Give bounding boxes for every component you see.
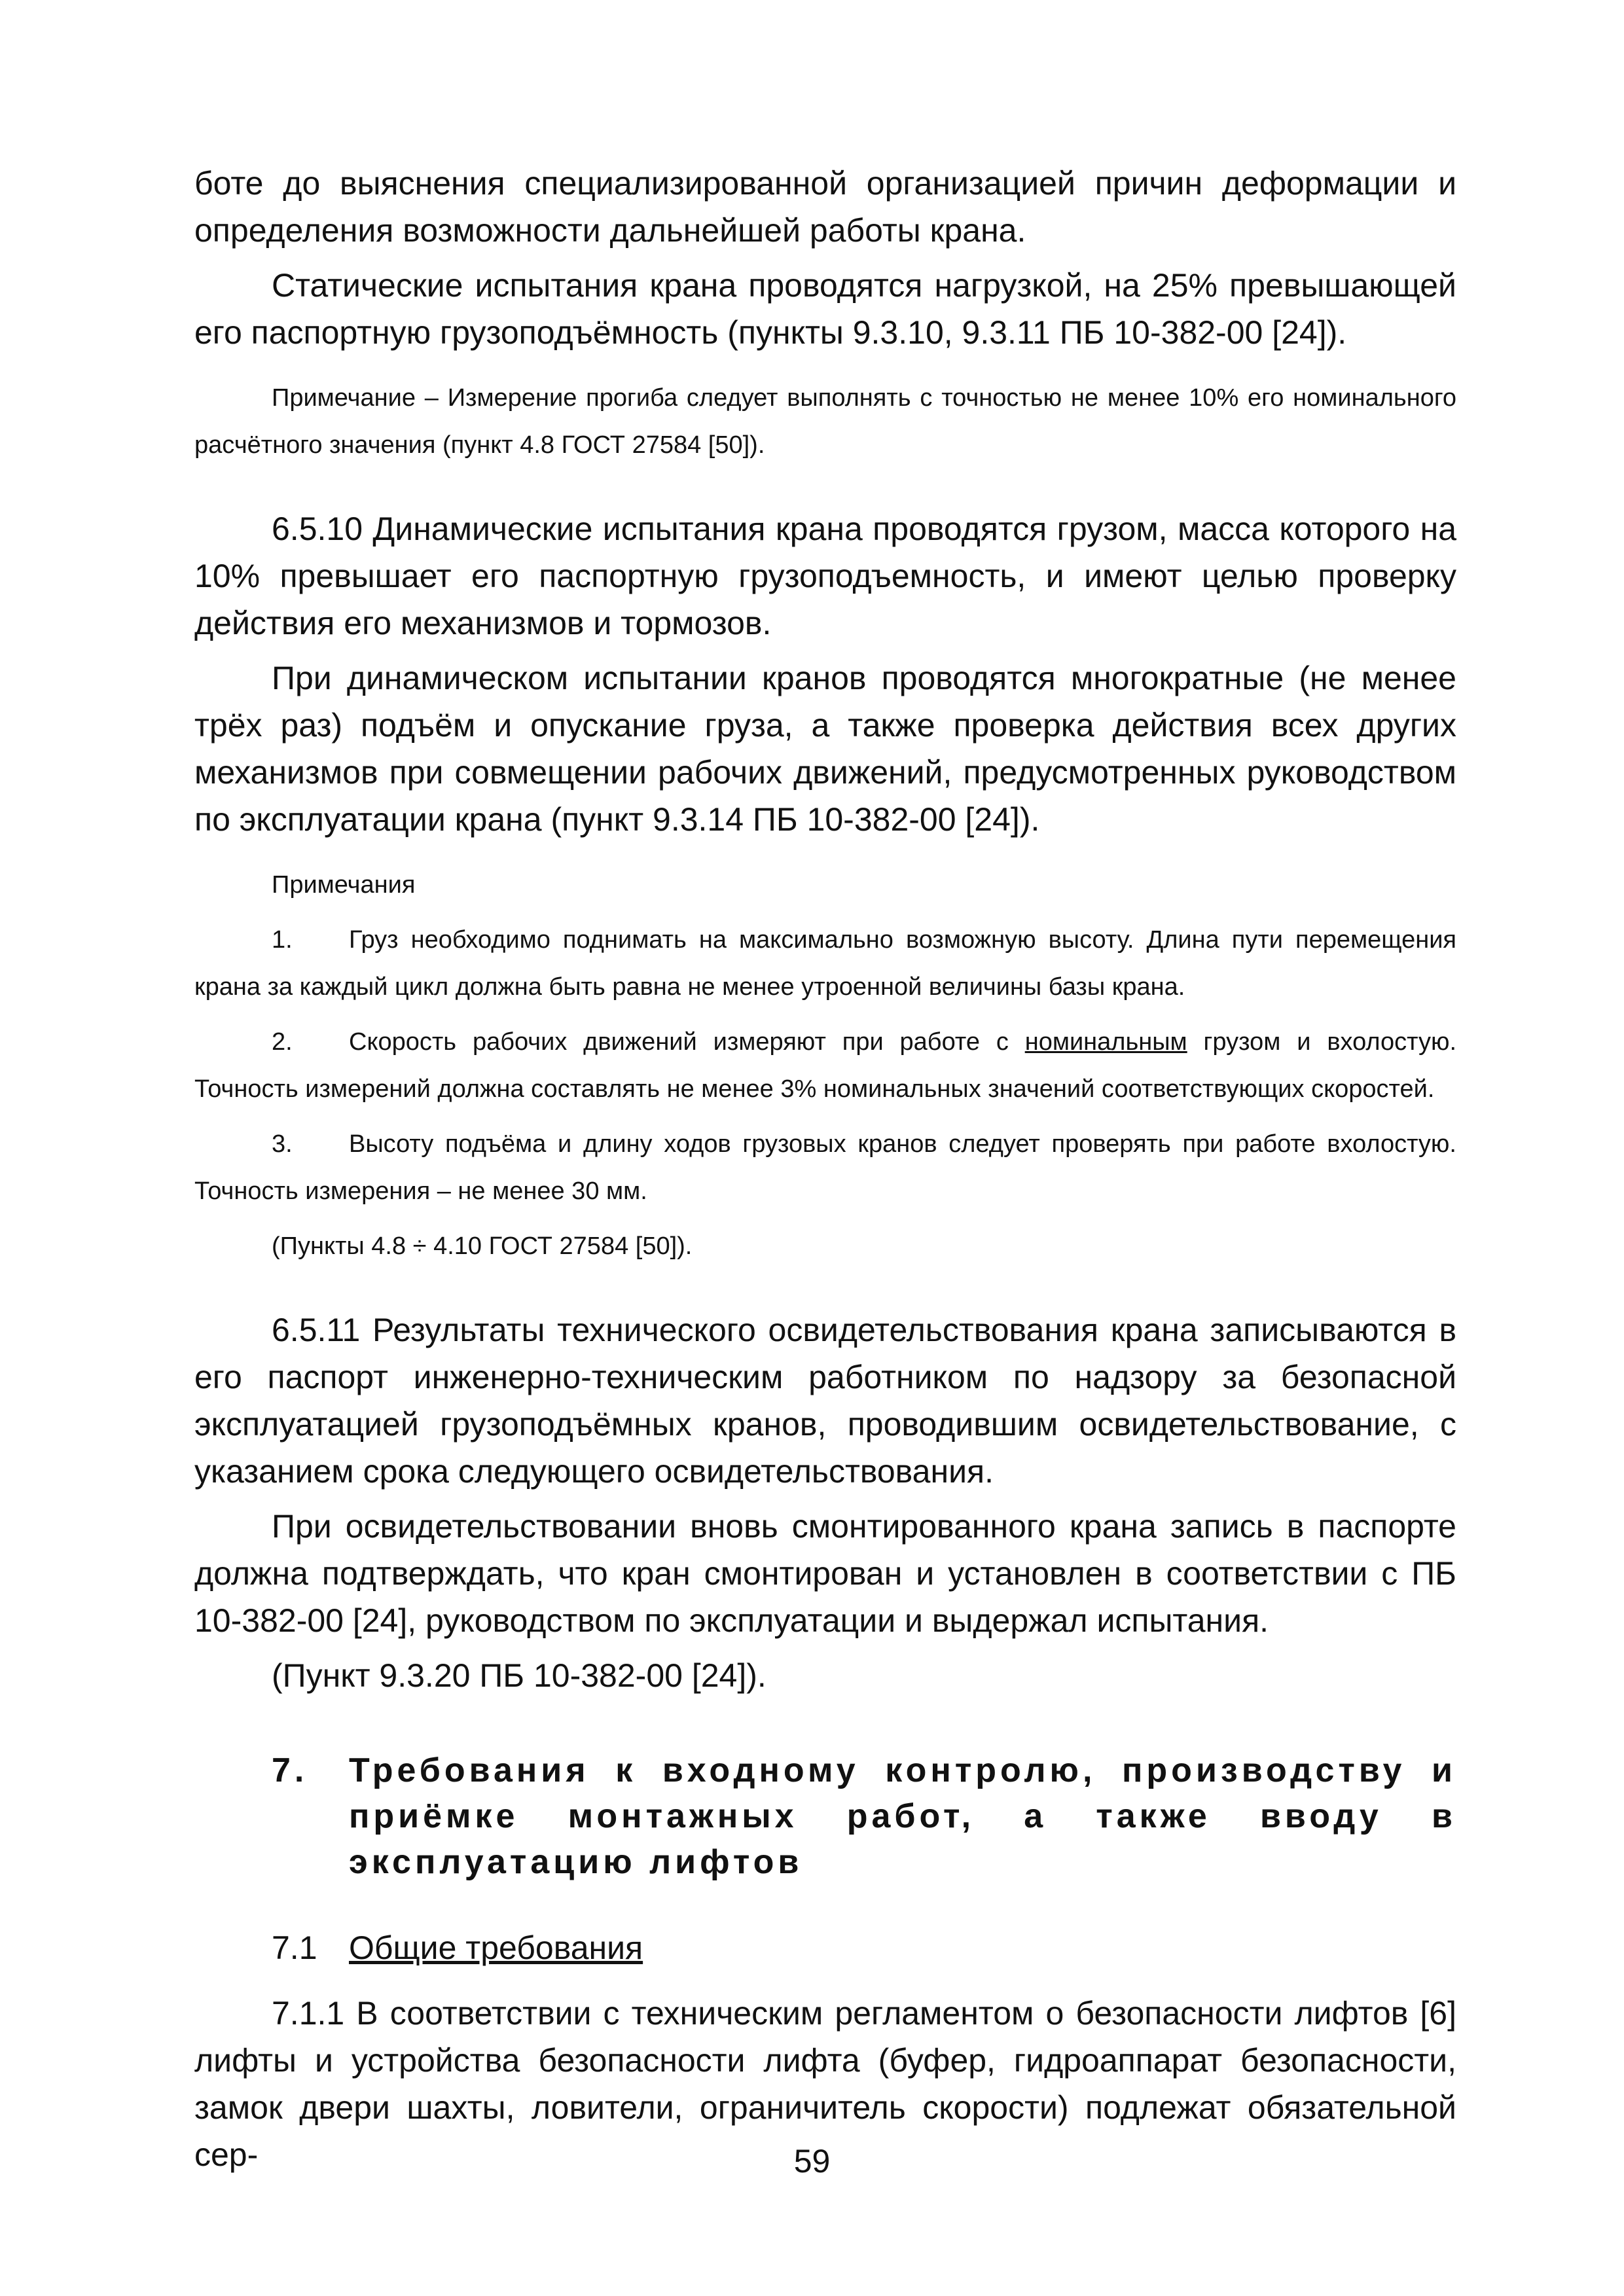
subsection-heading	[194, 1924, 1456, 1971]
note-item-text-end: грузом и вхолостую. Точность измерений должна составлять не менее 3% номинальных значений соответствующих скоростей.	[194, 1028, 1457, 1103]
note-item-text: Груз необходимо поднимать на максимально возможную высоту. Длина пути перемещения крана за каждый цикл должна быть равна не менее утроенной величины базы крана.	[194, 926, 1456, 1001]
note-item-number: 3.	[272, 1130, 293, 1158]
note-item-3	[194, 1121, 1456, 1215]
paragraph-continuation: боте до выяснения специализированной организацией причин деформации и определения возможности дальнейшей работы крана.	[194, 165, 1456, 249]
underlined-word: номинальным	[1024, 1028, 1187, 1056]
note-item-2	[194, 1018, 1456, 1113]
page-content	[194, 160, 1456, 2178]
subsection-title: Общие требования	[349, 1929, 643, 1966]
note-item-1	[194, 916, 1456, 1011]
paragraph-6-5-11: 6.5.11 Результаты технического освидетельствования крана записываются в его паспорт инженерно-техническим работником по надзору за безопасной эксплуатацией грузоподъёмных кранов, проводившим освидетельствование, с указанием срока следующего освидетельствования.	[194, 1312, 1456, 1490]
section-number: 7.	[272, 1751, 308, 1789]
paragraph-6-5-10: 6.5.10 Динамические испытания крана проводятся грузом, масса которого на 10% превышает его паспортную грузоподъемность, и имеют целью проверку действия его механизмов и тормозов.	[194, 511, 1456, 641]
section-title: Требования к входному контролю, производству и приёмке монтажных работ, а также вводу в эксплуатацию лифтов	[349, 1751, 1456, 1881]
paragraph-dynamic-tests: При динамическом испытании кранов проводятся многократные (не менее трёх раз) подъём и опускание груза, а также проверка действия всех других механизмов при совмещении рабочих движений, предусмотренных руководством по эксплуатации крана (пункт 9.3.14 ПБ 10-382-00 [24]).	[194, 660, 1456, 838]
notes-title: Примечания	[272, 871, 416, 899]
section-heading	[194, 1748, 1456, 1885]
note-item-number: 2.	[272, 1028, 293, 1056]
page-number: 59	[793, 2143, 831, 2179]
note-deflection: Примечание – Измерение прогиба следует выполнять с точностью не менее 10% его номинального расчётного значения (пункт 4.8 ГОСТ 27584 [50]).	[194, 384, 1456, 459]
paragraph-new-crane: При освидетельствовании вновь смонтированного крана запись в паспорте должна подтверждать, что кран смонтирован и установлен в соответствии с ПБ 10-382-00 [24], руководством по эксплуатации и выдержал испытания.	[194, 1508, 1456, 1639]
paragraph-reference: (Пункт 9.3.20 ПБ 10-382-00 [24]).	[272, 1657, 767, 1694]
note-item-text: Высоту подъёма и длину ходов грузовых кранов следует проверять при работе вхолостую. Точность измерения – не менее 30 мм.	[194, 1130, 1456, 1205]
paragraph-static-tests: Статические испытания крана проводятся нагрузкой, на 25% превышающей его паспортную грузоподъёмность (пункты 9.3.10, 9.3.11 ПБ 10-382-00 [24]).	[194, 267, 1456, 351]
subsection-number: 7.1	[272, 1929, 317, 1966]
paragraph-7-1-1: 7.1.1 В соответствии с техническим регламентом о безопасности лифтов [6] лифты и устройства безопасности лифта (буфер, гидроаппарат безопасности, замок двери шахты, ловители, ограничитель скорости) подлежат обязательной сер-	[194, 1995, 1456, 2173]
notes-reference: (Пункты 4.8 ÷ 4.10 ГОСТ 27584 [50]).	[272, 1232, 693, 1260]
note-item-text: Скорость рабочих движений измеряют при работе с	[349, 1028, 1025, 1056]
note-item-number: 1.	[272, 926, 293, 954]
